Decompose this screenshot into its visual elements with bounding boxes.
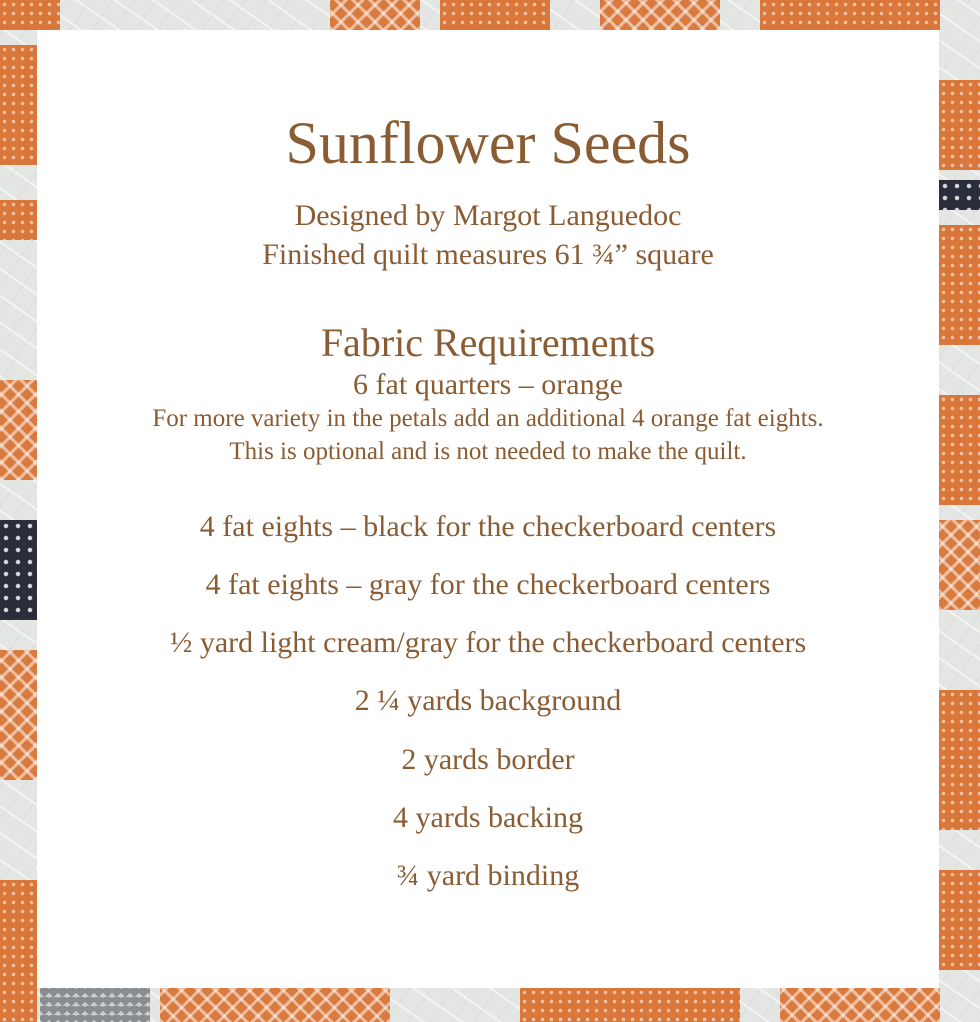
quilt-patch [939,225,980,345]
designer-credit: Designed by Margot Languedoc [294,199,682,232]
requirement-item: 2 yards border [401,743,575,776]
quilt-patch [0,200,37,240]
quilt-patch [939,180,980,210]
quilt-patch [0,650,37,780]
quilt-patch [0,0,60,30]
quilt-patch [330,0,420,30]
requirement-item: 4 yards backing [393,801,583,834]
quilt-patch [939,870,980,970]
quilt-patch [939,80,980,170]
quilt-patch [0,520,37,620]
requirement-item: ½ yard light cream/gray for the checkerboard centers [169,626,807,659]
requirement-item: 4 fat eights – black for the checkerboard centers [199,510,777,543]
quilt-patch [440,0,550,30]
pattern-title: Sunflower Seeds [285,110,691,176]
quilt-patch [40,988,150,1022]
variety-note: For more variety in the petals add an additional 4 orange fat eights. [152,405,824,432]
quilt-patch [760,0,940,30]
primary-requirement: 6 fat quarters – orange [353,368,623,401]
requirement-item: 2 ¼ yards background [354,684,622,717]
quilt-patch [939,395,980,505]
fabric-requirements-card [37,30,939,988]
quilt-patch [939,520,980,610]
requirement-item: ¾ yard binding [396,859,580,892]
quilt-patch [160,988,390,1022]
quilt-patch [520,988,740,1022]
quilt-patch [600,0,720,30]
quilt-patch [0,380,37,480]
quilt-patch [780,988,940,1022]
requirement-item: 4 fat eights – gray for the checkerboard centers [205,568,771,601]
optional-note: This is optional and is not needed to make the quilt. [229,438,747,465]
section-heading: Fabric Requirements [320,320,656,365]
quilt-patch [0,45,37,165]
quilt-patch [0,880,37,1022]
finished-size: Finished quilt measures 61 ¾” square [262,238,714,271]
quilt-patch [939,690,980,830]
